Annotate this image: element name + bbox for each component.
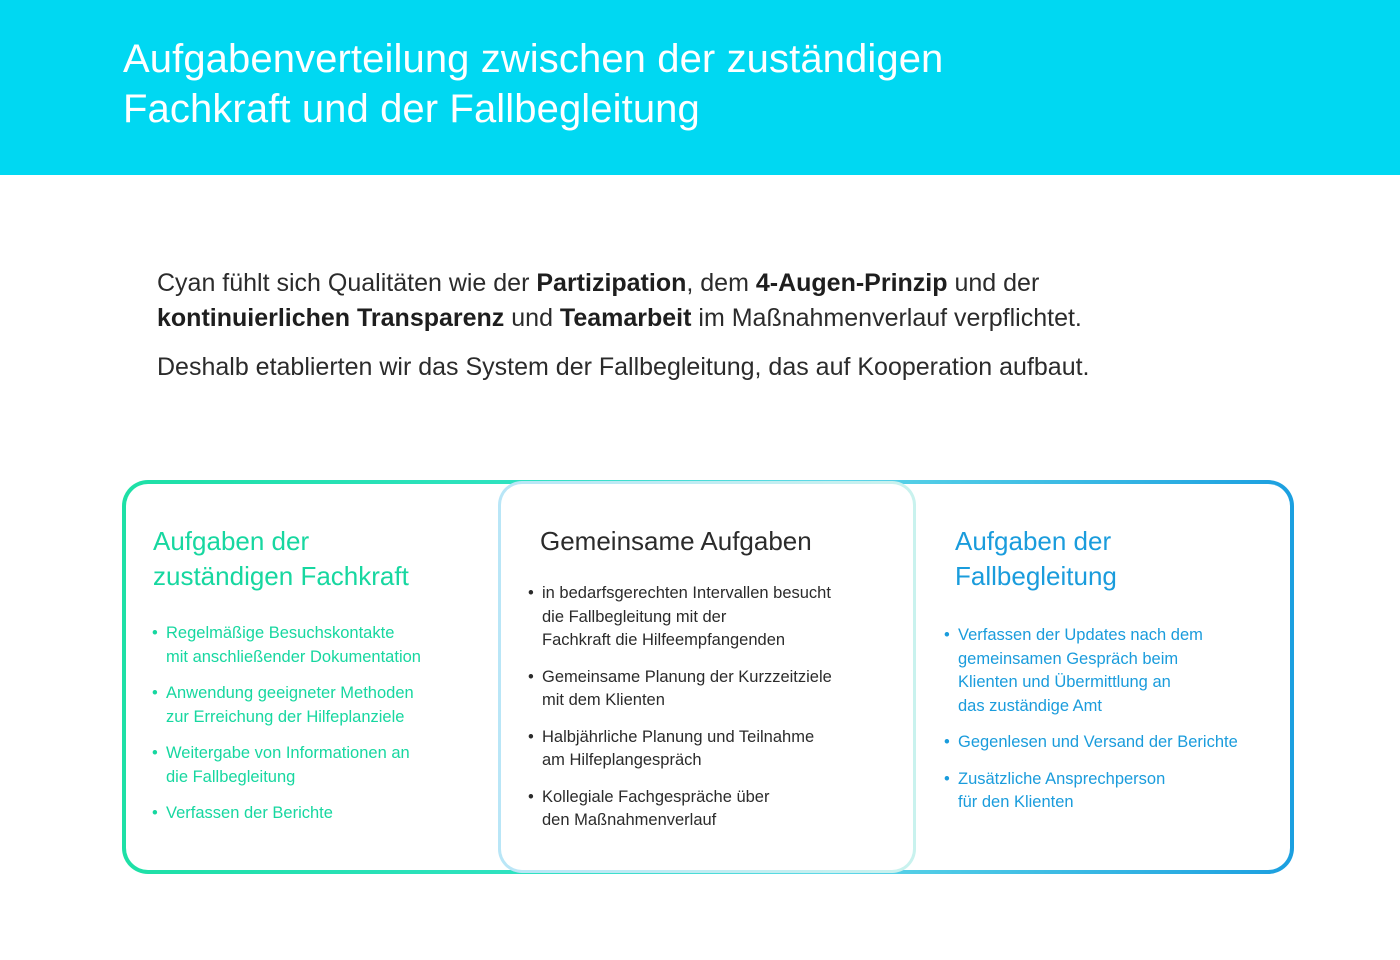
page-title-line-2: Fachkraft und der Fallbegleitung [123, 87, 700, 131]
list-item: • Gegenlesen und Versand der Berichte [945, 731, 1265, 755]
list-item: • Zusätzliche Ansprechperson für den Klienten [945, 768, 1265, 815]
list-item: • Weitergabe von Informationen an die Fallbegleitung [153, 742, 473, 789]
page-title-line-1: Aufgabenverteilung zwischen der zuständigen [123, 37, 944, 81]
column-title-line: zuständigen Fachkraft [153, 561, 409, 591]
column-fachkraft-title [153, 524, 473, 594]
list-item: • Gemeinsame Planung der Kurzzeitziele mit dem Klienten [529, 666, 889, 713]
list-item: • in bedarfsgerechten Intervallen besucht die Fallbegleitung mit der Fachkraft die Hilfeempfangenden [529, 582, 889, 653]
intro-text-segment: , dem [686, 269, 756, 297]
column-title-line: Aufgaben der [153, 526, 310, 556]
column-gemeinsam [529, 524, 889, 846]
list-item: • Anwendung geeigneter Methoden zur Erreichung der Hilfeplanziele [153, 682, 473, 729]
column-fachkraft [153, 524, 473, 839]
list-item: • Kollegiale Fachgespräche über den Maßnahmenverlauf [529, 786, 889, 833]
list-item: • Regelmäßige Besuchskontakte mit anschließender Dokumentation [153, 622, 473, 669]
intro-text-segment: Cyan fühlt sich Qualitäten wie der [157, 269, 537, 297]
column-fallbegleitung-title [955, 524, 1265, 594]
intro-bold-teamarbeit: Teamarbeit [559, 304, 692, 332]
column-fachkraft-list [153, 622, 473, 826]
list-item: • Halbjährliche Planung und Teilnahme am Hilfeplangespräch [529, 726, 889, 773]
intro-bold-4-augen-prinzip: 4-Augen-Prinzip [755, 269, 948, 297]
list-item: • Verfassen der Berichte [153, 802, 473, 826]
intro-text-segment: im Maßnahmenverlauf verpflichtet. [691, 304, 1082, 332]
column-gemeinsam-list [529, 582, 889, 833]
intro-paragraph-2: Deshalb etablierten wir das System der Fallbegleitung, das auf Kooperation aufbaut. [157, 353, 1090, 381]
list-item: • Verfassen der Updates nach dem gemeinsamen Gespräch beim Klienten und Übermittlung an das zuständige Amt [945, 624, 1265, 718]
column-fallbegleitung-list [945, 624, 1265, 815]
column-fallbegleitung [945, 524, 1265, 828]
column-title-line: Fallbegleitung [955, 561, 1117, 591]
intro-bold-transparenz: kontinuierlichen Transparenz [157, 304, 505, 332]
page-title [123, 34, 1123, 134]
intro-paragraph-1 [157, 266, 1287, 336]
intro-text-segment: und der [947, 269, 1040, 297]
header-banner [0, 0, 1400, 175]
intro-text-segment: und [504, 304, 560, 332]
column-gemeinsam-title: Gemeinsame Aufgaben [540, 526, 812, 556]
intro-text [157, 266, 1287, 385]
column-title-line: Aufgaben der [955, 526, 1112, 556]
intro-bold-partizipation: Partizipation [536, 269, 687, 297]
